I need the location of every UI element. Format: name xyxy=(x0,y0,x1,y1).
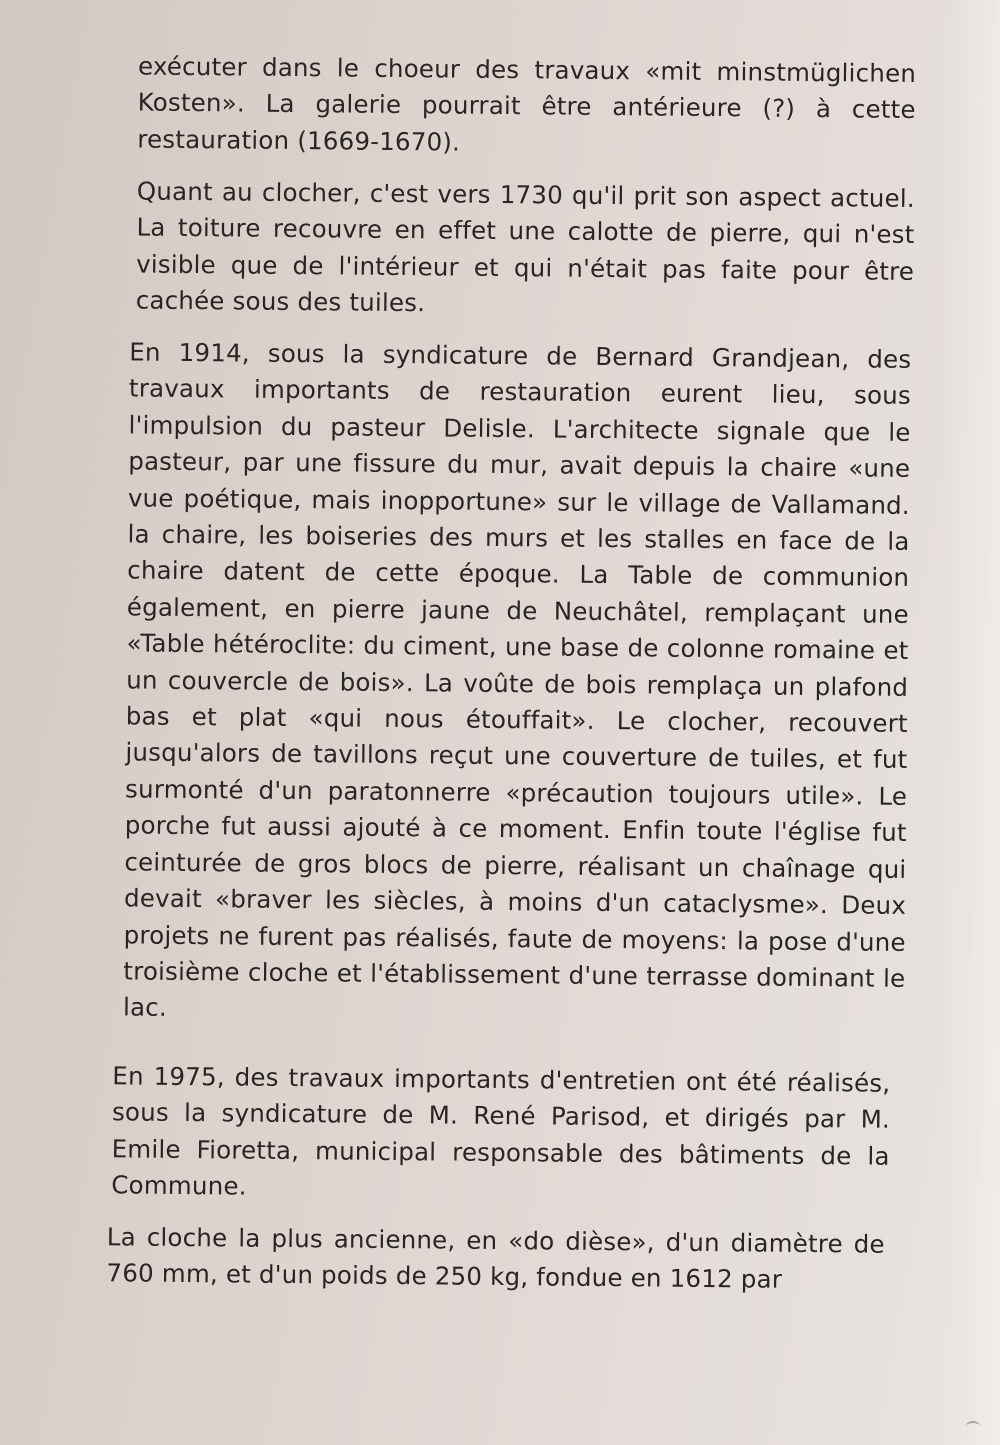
paragraph-restauration-choeur: exécuter dans le choeur des travaux «mit minstmüglichen Kosten». La galerie pourrait être antérieure (?) à cette restauration (1669-1670). xyxy=(137,51,917,157)
paragraph-travaux-1914: En 1914, sous la syndicature de Bernard Grandjean, des travaux importants de restauration eurent lieu, sous l'impulsion du pasteur Delisle. L'architecte signale que le pasteur, par une fissure du mur, avait depuis la chaire «une vue poétique, mais inopportune» sur le village de Vallamand. la chaire, les boiseries des murs et les stalles en face de la chaire datent de cette époque. La Table de communion également, en pierre jaune de Neuchâtel, remplaçant une «Table hétéroclite: du ciment, une base de colonne romaine et un couvercle de bois». La voûte de bois remplaça un plafond bas et plat «qui nous étouffait». Le clocher, recouvert jusqu'alors de tavillons reçut une couverture de tuiles, et fut surmonté d'un paratonnerre «précaution toujours utile». Le porche fut aussi ajouté à ce moment. Enfin toute l'église fut ceinturée de gros blocs de pierre, réalisant un chaînage qui devait «braver les siècles, à moins d'un cataclysme». Deux projets ne furent pas réalisés, faute de moyens: la pose d'une troisième cloche et l'établissement d'une terrasse dominant le lac. xyxy=(122,337,912,1023)
corner-mark xyxy=(966,1421,980,1431)
paragraph-clocher-1730: Quant au clocher, c'est vers 1730 qu'il prit son aspect actuel. La toiture recouvre en effet une calotte de pierre, qui n'est visible que de l'intérieur et qui n'était pas faite pour être cachée sous des tuiles. xyxy=(135,176,915,318)
paragraph-cloche-ancienne: La cloche la plus ancienne, en «do dièse», d'un diamètre de 760 mm, et d'un poids de 250 kg, fondue en 1612 par xyxy=(106,1222,885,1295)
paragraph-travaux-1975: En 1975, des travaux importants d'entretien ont été réalisés, sous la syndicature de M. René Parisod, et dirigés par M. Emile Fioretta, municipal responsable des bâtiments de la Commune. xyxy=(111,1061,891,1201)
